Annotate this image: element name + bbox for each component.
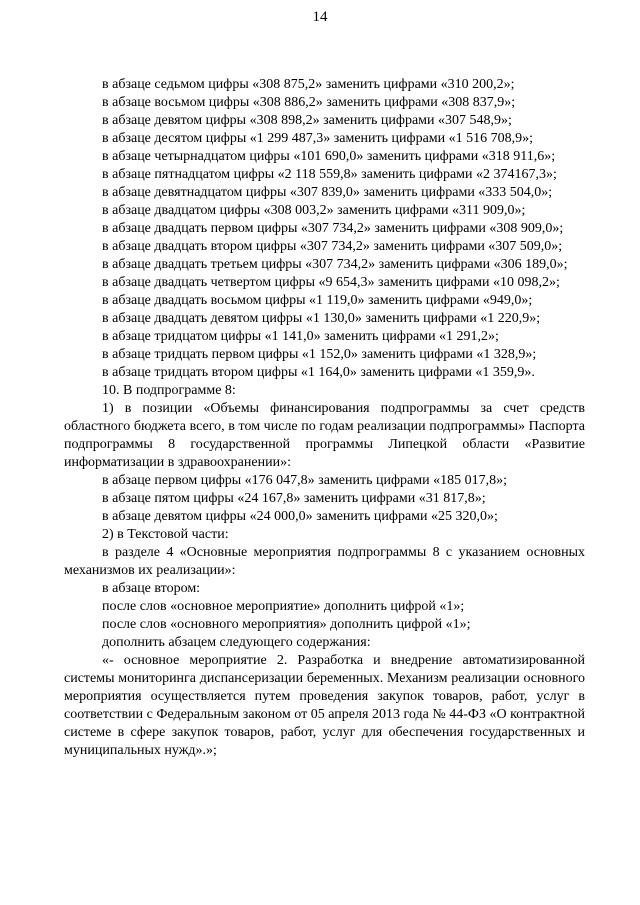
paragraph: после слов «основного мероприятия» дополнить цифрой «1»;	[102, 617, 471, 632]
paragraph: в абзаце двадцать третьем цифры «307 734,2» заменить цифрами «306 189,0»;	[102, 257, 568, 272]
paragraph: в абзаце двадцать втором цифры «307 734,2» заменить цифрами «307 509,0»;	[102, 239, 563, 254]
paragraph: дополнить абзацем следующего содержания:	[102, 635, 371, 650]
paragraph: после слов «основное мероприятие» дополнить цифрой «1»;	[102, 599, 465, 614]
paragraph: в абзаце девятом цифры «308 898,2» заменить цифрами «307 548,9»;	[102, 113, 512, 128]
paragraph: в абзаце двадцать первом цифры «307 734,2» заменить цифрами «308 909,0»;	[102, 221, 564, 236]
paragraph: в абзаце двадцать девятом цифры «1 130,0» заменить цифрами «1 220,9»;	[102, 311, 541, 326]
paragraph: в абзаце восьмом цифры «308 886,2» заменить цифрами «308 837,9»;	[102, 95, 516, 110]
section-heading: 10. В подпрограмме 8:	[102, 383, 236, 398]
paragraph: в абзаце девятнадцатом цифры «307 839,0» заменить цифрами «333 504,0»;	[102, 185, 553, 200]
paragraph: в разделе 4 «Основные мероприятия подпрограммы 8 с указанием основных механизмов их реализации»:	[64, 545, 585, 578]
paragraph: в абзаце девятом цифры «24 000,0» заменить цифрами «25 320,0»;	[102, 509, 498, 524]
paragraph: в абзаце втором:	[102, 581, 201, 596]
paragraph: в абзаце тридцатом цифры «1 141,0» заменить цифрами «1 291,2»;	[102, 329, 499, 344]
paragraph: в абзаце пятом цифры «24 167,8» заменить цифрами «31 817,8»;	[102, 491, 486, 506]
paragraph: в абзаце десятом цифры «1 299 487,3» заменить цифрами «1 516 708,9»;	[102, 131, 534, 146]
paragraph: 2) в Текстовой части:	[102, 527, 229, 542]
paragraph: 1) в позиции «Объемы финансирования подпрограммы за счет средств областного бюджета всего, в том числе по годам реализации подпрограммы» Паспорта подпрограммы 8 государственной программы Липецкой области «Развитие информатизации в здравоохранении»:	[64, 401, 585, 470]
paragraph: в абзаце тридцать первом цифры «1 152,0» заменить цифрами «1 328,9»;	[102, 347, 537, 362]
paragraph: в абзаце седьмом цифры «308 875,2» заменить цифрами «310 200,2»;	[102, 77, 515, 92]
page-number: 14	[312, 9, 328, 25]
paragraph: в абзаце двадцать четвертом цифры «9 654,3» заменить цифрами «10 098,2»;	[102, 275, 560, 290]
paragraph: в абзаце четырнадцатом цифры «101 690,0» заменить цифрами «318 911,6»;	[102, 149, 556, 164]
paragraph: в абзаце двадцатом цифры «308 003,2» заменить цифрами «311 909,0»;	[102, 203, 526, 218]
paragraph: «- основное мероприятие 2. Разработка и внедрение автоматизированной системы мониторинга диспансеризации беременных. Механизм реализации основного мероприятия осуществляется путем проведения закупок товаров, работ, услуг в соответствии с Федеральным законом от 05 апреля 2013 года № 44-ФЗ «О контрактной системе в сфере закупок товаров, работ, услуг для обеспечения государственных и муниципальных нужд».»;	[64, 653, 585, 758]
paragraph: в абзаце пятнадцатом цифры «2 118 559,8» заменить цифрами «2 374167,3»;	[102, 167, 557, 182]
paragraph: в абзаце тридцать втором цифры «1 164,0» заменить цифрами «1 359,9».	[102, 365, 535, 380]
paragraph: в абзаце первом цифры «176 047,8» заменить цифрами «185 017,8»;	[102, 473, 507, 488]
document-body	[64, 76, 585, 760]
paragraph: в абзаце двадцать восьмом цифры «1 119,0» заменить цифрами «949,0»;	[102, 293, 533, 308]
